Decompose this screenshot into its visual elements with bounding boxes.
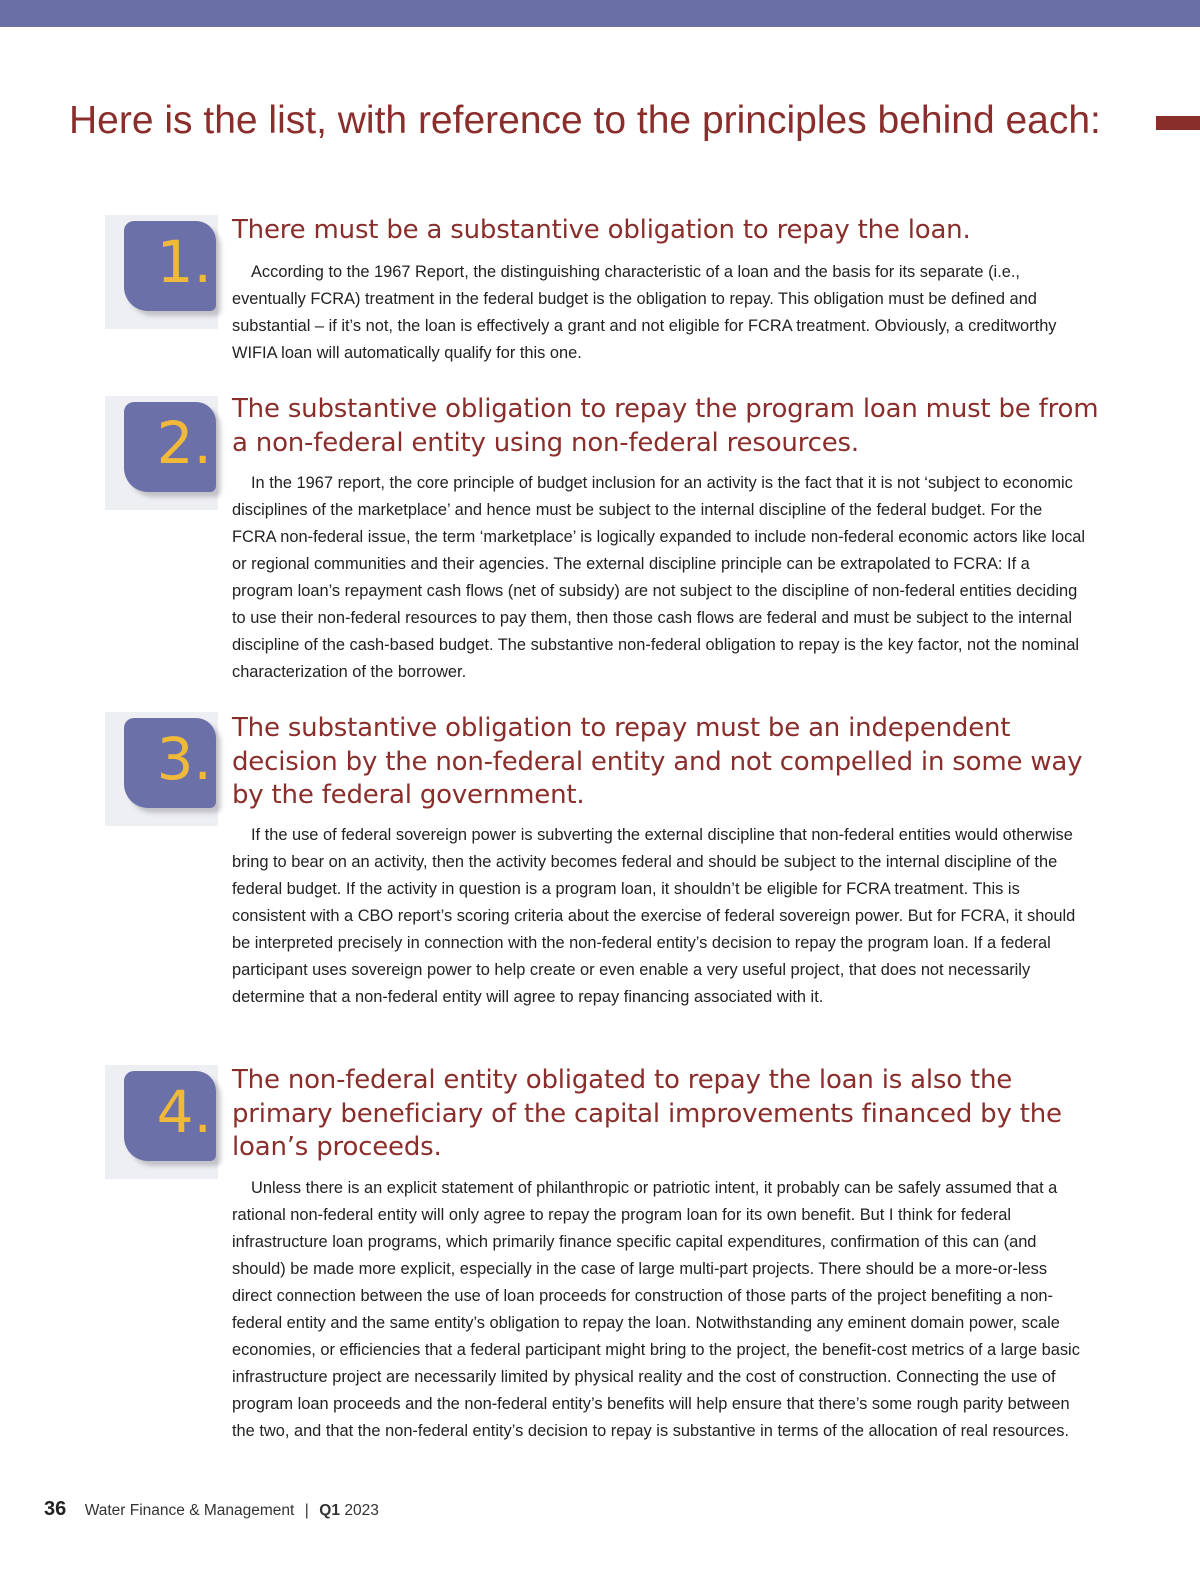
badge-tile	[124, 221, 216, 311]
badge-number: 1.	[156, 228, 212, 296]
number-badge-3	[105, 712, 218, 826]
badge-tile	[124, 402, 216, 492]
item-title-1: There must be a substantive obligation to repay the loan.	[232, 215, 971, 245]
footer-separator: |	[304, 1502, 309, 1519]
item-title-3: The substantive obligation to repay must be an independent decision by the non-federal entity and not compelled in some way by the federal government.	[232, 713, 1083, 810]
badge-tile	[124, 1071, 216, 1161]
item-body-2: In the 1967 report, the core principle of budget inclusion for an activity is the fact that it is not ‘subject to economic disciplines of the marketplace’ and hence must be subject to the internal discipline of the federal budget. For the FCRA non-federal issue, the term ‘marketplace’ is logically expanded to include non-federal economic actors like local or regional communities and their agencies. The external discipline principle can be extrapolated to FCRA: If a program loan’s repayment cash flows (net of subsidy) are not subject to the discipline of non-federal entities deciding to use their non-federal resources to pay them, then those cash flows are federal and must be subject to the internal discipline of the cash-based budget. The substantive non-federal obligation to repay is the key factor, not the nominal characterization of the borrower.	[232, 474, 1086, 681]
badge-number: 2.	[156, 409, 212, 477]
badge-number: 4.	[156, 1078, 212, 1146]
item-body-4: Unless there is an explicit statement of philanthropic or patriotic intent, it probably can be safely assumed that a rational non-federal entity will only agree to repay the program loan for its own benefit. But I think for federal infrastructure loan programs, which primarily finance specific capital expenditures, confirmation of this can (and should) be made more explicit, especially in the case of large multi-part projects. There should be a more-or-less direct connection between the use of loan proceeds for construction of those parts of the project benefiting a non-federal entity and the same entity’s obligation to repay the loan. Notwithstanding any eminent domain power, scale economies, or efficiencies that a federal participant might bring to the project, the benefit-cost metrics of a large basic infrastructure project are necessarily limited by physical reality and the cost of construction. Connecting the use of program loan proceeds and the non-federal entity’s benefits will help ensure that there’s some rough parity between the two, and that the non-federal entity’s decision to repay is substantive in terms of the allocation of real resources.	[232, 1179, 1080, 1440]
issue-year: 2023	[344, 1502, 379, 1519]
item-title-2: The substantive obligation to repay the program loan must be from a non-federal entity using non-federal resources.	[232, 394, 1099, 458]
number-badge-1	[105, 215, 218, 329]
page-number: 36	[44, 1498, 67, 1520]
heading-marker-bar	[1156, 116, 1200, 130]
badge-tile	[124, 718, 216, 808]
item-body-1: According to the 1967 Report, the distinguishing characteristic of a loan and the basis for its separate (i.e., eventually FCRA) treatment in the federal budget is the obligation to repay. This obligation must be defined and substantial – if it’s not, the loan is effectively a grant and not eligible for FCRA treatment. Obviously, a creditworthy WIFIA loan will automatically qualify for this one.	[232, 263, 1057, 362]
top-color-bar	[0, 0, 1200, 27]
number-badge-4	[105, 1065, 218, 1179]
number-badge-2	[105, 396, 218, 510]
item-title-4: The non-federal entity obligated to repay the loan is also the primary beneficiary of the capital improvements financed by the loan’s proceeds.	[232, 1065, 1062, 1162]
issue-quarter: Q1	[319, 1502, 340, 1519]
item-body-3: If the use of federal sovereign power is subverting the external discipline that non-federal entities would otherwise bring to bear on an activity, then the activity becomes federal and should be subject to the internal discipline of the federal budget. If the activity in question is a program loan, it shouldn’t be eligible for FCRA treatment. This is consistent with a CBO report’s scoring criteria about the exercise of federal sovereign power. But for FCRA, it should be interpreted precisely in connection with the non-federal entity’s decision to repay the program loan. If a federal participant uses sovereign power to help create or even enable a very useful project, that does not necessarily determine that a non-federal entity will agree to repay financing associated with it.	[232, 826, 1076, 1006]
page-footer	[44, 1498, 379, 1521]
page-heading: Here is the list, with reference to the principles behind each:	[69, 99, 1101, 142]
badge-number: 3.	[156, 725, 212, 793]
magazine-name: Water Finance & Management	[84, 1502, 295, 1519]
